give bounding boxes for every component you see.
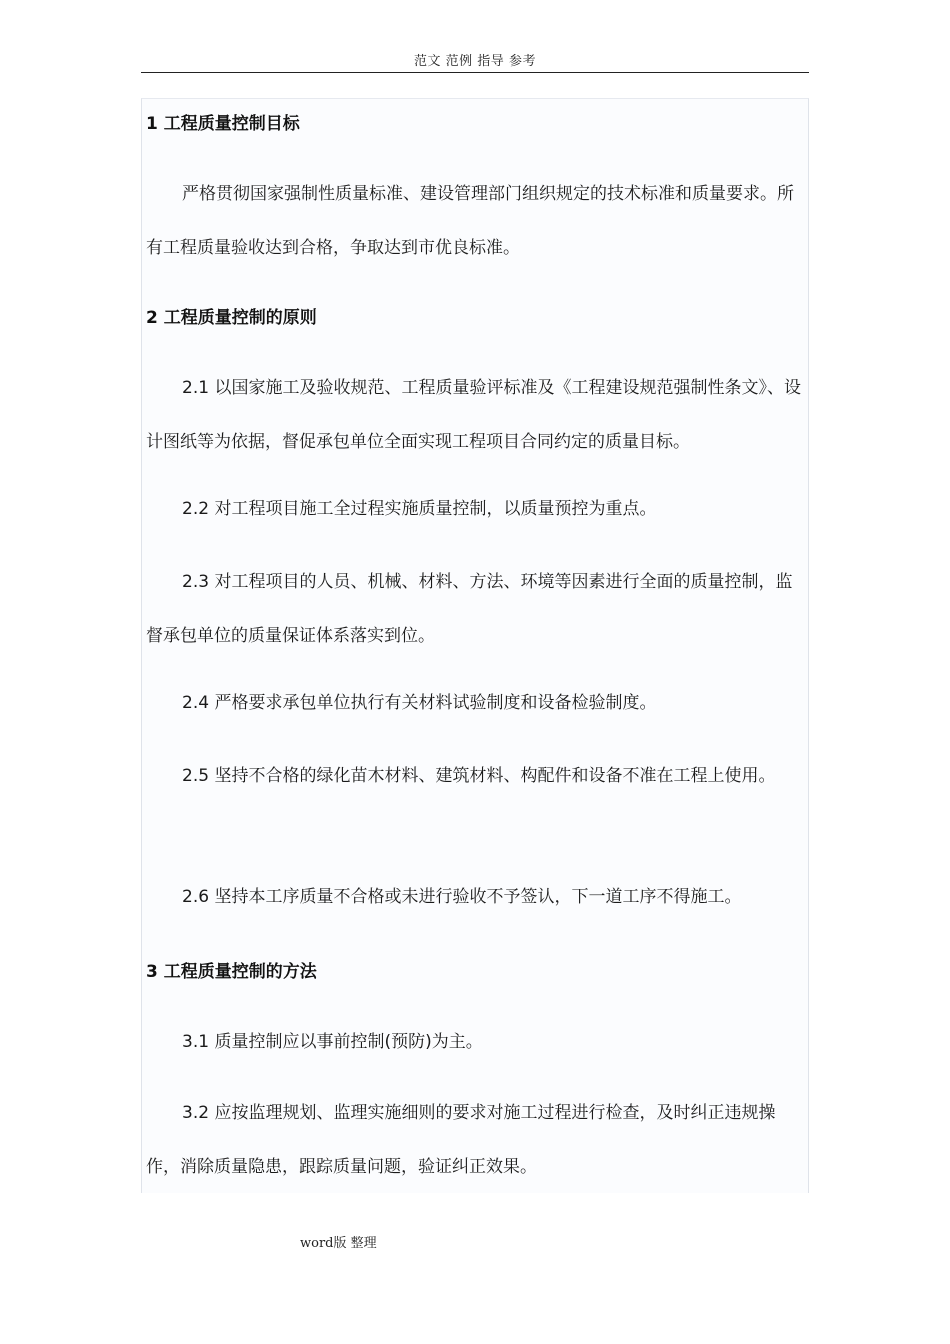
section-2-paragraph-3: 2.3 对工程项目的人员、机械、材料、方法、环境等因素进行全面的质量控制，监督承包单位的质量保证体系落实到位。 (146, 572, 793, 646)
section-2-paragraph-4: 2.4 严格要求承包单位执行有关材料试验制度和设备检验制度。 (182, 693, 657, 713)
page-footer (300, 1232, 500, 1251)
section-2-paragraph-5: 2.5 坚持不合格的绿化苗木材料、建筑材料、构配件和设备不准在工程上使用。 (182, 766, 776, 786)
footer-text: word版 整理 (300, 1236, 377, 1251)
section-3-heading: 3 工程质量控制的方法 (146, 962, 317, 982)
page-header (141, 52, 809, 73)
section-1-paragraph-1: 严格贯彻国家强制性质量标准、建设管理部门组织规定的技术标准和质量要求。所有工程质量验收达到合格，争取达到市优良标准。 (146, 184, 794, 258)
section-2-paragraph-1: 2.1 以国家施工及验收规范、工程质量验评标准及《工程建设规范强制性条文》、设计图纸等为依据，督促承包单位全面实现工程项目合同约定的质量目标。 (146, 378, 801, 452)
section-1-heading: 1 工程质量控制目标 (146, 114, 300, 134)
section-2-paragraph-2: 2.2 对工程项目施工全过程实施质量控制，以质量预控为重点。 (182, 499, 657, 519)
document-body (141, 98, 809, 1193)
section-2-heading: 2 工程质量控制的原则 (146, 308, 317, 328)
header-text: 范文 范例 指导 参考 (414, 54, 536, 69)
section-2-paragraph-6: 2.6 坚持本工序质量不合格或未进行验收不予签认，下一道工序不得施工。 (182, 887, 742, 907)
section-3-paragraph-2: 3.2 应按监理规划、监理实施细则的要求对施工过程进行检查，及时纠正违规操作，消除质量隐患，跟踪质量问题，验证纠正效果。 (146, 1103, 776, 1177)
section-3-paragraph-1: 3.1 质量控制应以事前控制(预防)为主。 (182, 1032, 483, 1052)
